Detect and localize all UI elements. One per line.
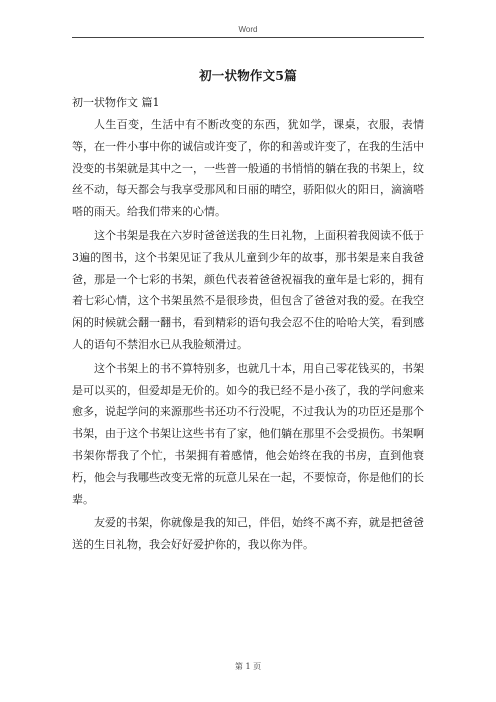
page-number: 第 1 页 (234, 662, 262, 671)
header-divider (72, 37, 424, 38)
essay-subtitle: 初一状物作文 篇1 (72, 96, 160, 109)
document-title: 初一状物作文5篇 (199, 68, 297, 83)
body-paragraph: 人生百变，生活中有不断改变的东西，犹如学，课桌，衣服，表情等，在一件小事中你的诚信或许变了，你的和善或许变了，在我的生活中没变的书架就是其中之一，一些普一般通的书悄悄的躺在我的书架上，纹丝不动，每天都会与我享受那风和日丽的晴空，骄阳似火的阳日，滴滴嗒嗒的雨天。给我们带来的心情。 (72, 118, 424, 219)
document-header-label: Word (238, 25, 258, 34)
body-paragraph: 这个书架是我在六岁时爸爸送我的生日礼物，上面积着我阅读不低于3遍的图书，这个书架见证了我从儿童到少年的故事，那书架是来自我爸爸，那是一个七彩的书架，颜色代表着爸爸祝福我的童年是七彩的，拥有着七彩心情，这个书架虽然不是很珍贵，但包含了爸爸对我的爱。在我空闲的时候就会翻一翻书，看到精彩的语句我会忍不住的哈哈大笑，看到感人的语句不禁泪水已从我脸颊滑过。 (72, 228, 424, 351)
document-body (72, 114, 424, 558)
body-paragraph: 这个书架上的书不算特别多，也就几十本，用自己零花钱买的，书架是可以买的，但爱却是无价的。如今的我已经不是小孩了，我的学问愈来愈多，说起学问的来源那些书还功不行没呢，不过我认为的功臣还是那个书架，由于这个书架让这些书有了家，他们躺在那里不会受损伤。书架啊书架你帮我了个忙，书架拥有着感情，他会始终在我的书房，直到他衰朽，他会与我哪些改变无常的玩意儿呆在一起，不要惊奇，你是他们的长辈。 (72, 361, 424, 506)
body-paragraph: 友爱的书架，你就像是我的知己，伴侣，始终不离不弃，就是把爸爸送的生日礼物，我会好好爱护你的，我以你为伴。 (72, 516, 424, 552)
